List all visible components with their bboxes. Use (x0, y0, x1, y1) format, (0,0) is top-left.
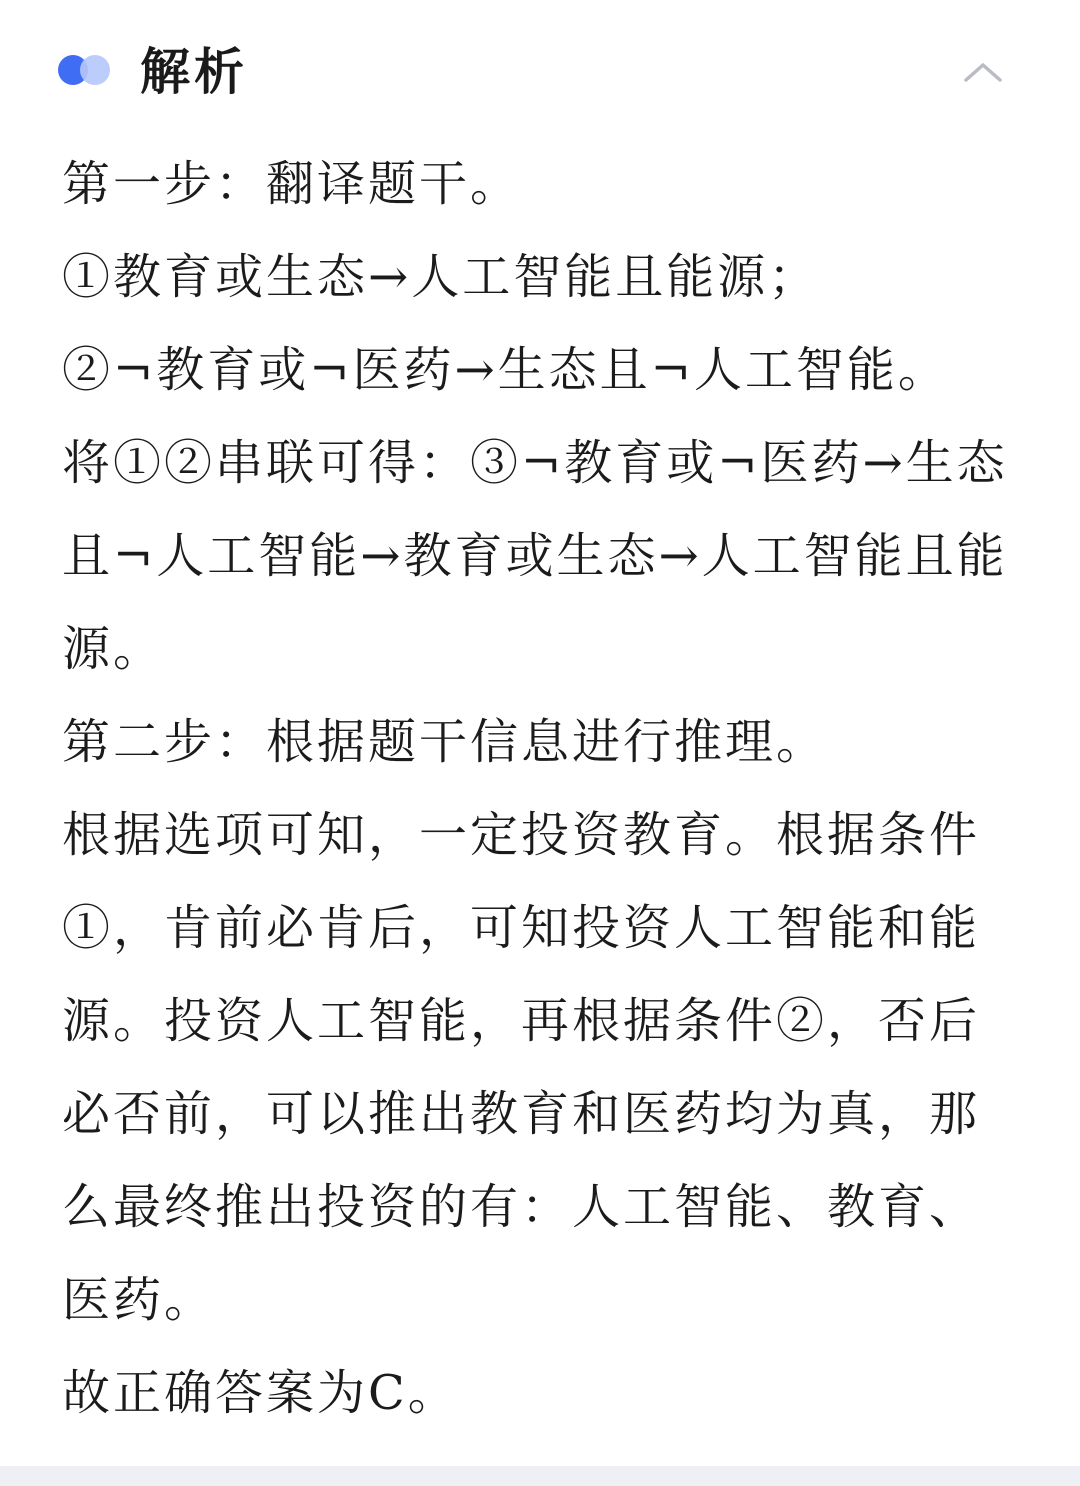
analysis-line: ②¬教育或¬医药→生态且¬人工智能。 (62, 342, 949, 398)
analysis-line: 必否前，可以推出教育和医药均为真，那 (62, 1086, 981, 1142)
analysis-line: 么最终推出投资的有：人工智能、教育、 (62, 1179, 981, 1235)
analysis-line: 源。投资人工智能，再根据条件②，否后 (62, 993, 981, 1049)
analysis-line: 第一步：翻译题干。 (62, 156, 522, 212)
section-dots-icon (58, 55, 114, 85)
chevron-up-icon[interactable] (958, 48, 1008, 92)
analysis-line: ①教育或生态→人工智能且能源； (62, 249, 820, 305)
analysis-line: 根据选项可知，一定投资教育。根据条件 (62, 807, 981, 863)
analysis-line: 源。 (62, 621, 165, 677)
dot-secondary (80, 55, 110, 85)
analysis-line: 将①②串联可得：③¬教育或¬医药→生态 (62, 435, 1008, 491)
answer-line: 故正确答案为C。 (62, 1365, 459, 1421)
analysis-line: 第二步：根据题干信息进行推理。 (62, 714, 828, 770)
analysis-line: 医药。 (62, 1272, 216, 1328)
analysis-header (0, 0, 1080, 140)
analysis-line: ①，肯前必肯后，可知投资人工智能和能 (62, 900, 981, 956)
section-title: 解析 (140, 42, 248, 101)
analysis-body (62, 138, 1028, 1440)
analysis-line: 且¬人工智能→教育或生态→人工智能且能 (62, 528, 1008, 584)
bottom-divider (0, 1466, 1080, 1486)
